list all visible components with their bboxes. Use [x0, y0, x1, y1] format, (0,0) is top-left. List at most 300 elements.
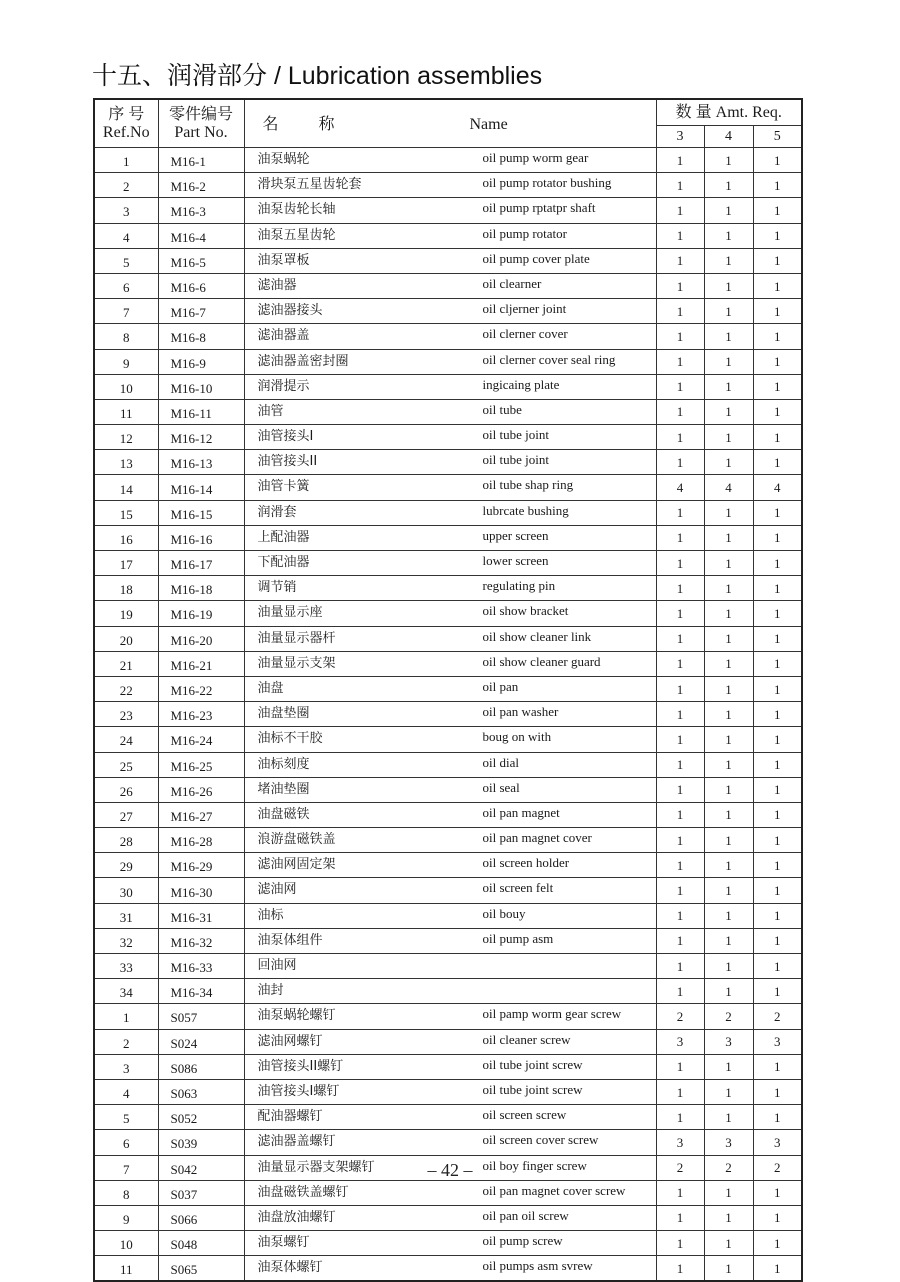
name-en: oil pan washer — [482, 704, 559, 720]
quantity-cell: 1 — [753, 853, 802, 878]
ref-no-cell: 4 — [94, 1079, 158, 1104]
table-row — [94, 626, 802, 651]
quantity-cell: 1 — [704, 626, 753, 651]
quantity-cell: 1 — [656, 777, 704, 802]
quantity-cell: 1 — [753, 601, 802, 626]
quantity-cell: 1 — [753, 828, 802, 853]
quantity-cell: 1 — [704, 198, 753, 223]
name-en: oil show cleaner guard — [482, 653, 601, 669]
quantity-cell: 1 — [656, 878, 704, 903]
name-en: oil screen holder — [482, 855, 570, 871]
part-no-cell: S048 — [158, 1231, 244, 1256]
quantity-cell: 1 — [656, 1079, 704, 1104]
quantity-cell: 1 — [753, 1231, 802, 1256]
quantity-cell: 1 — [656, 148, 704, 173]
quantity-cell: 1 — [656, 500, 704, 525]
quantity-cell: 2 — [656, 1004, 704, 1029]
quantity-cell: 1 — [753, 651, 802, 676]
quantity-cell: 1 — [656, 802, 704, 827]
ref-no-cell: 2 — [94, 1029, 158, 1054]
name-cell — [244, 853, 656, 878]
quantity-cell: 1 — [704, 450, 753, 475]
quantity-cell: 1 — [704, 399, 753, 424]
quantity-cell: 1 — [656, 954, 704, 979]
header-amt-col: 5 — [753, 126, 802, 148]
quantity-cell: 1 — [753, 979, 802, 1004]
quantity-cell: 4 — [656, 475, 704, 500]
name-en: oil dial — [482, 754, 519, 770]
name-cn: 滤油器接头 — [257, 303, 323, 319]
quantity-cell: 1 — [704, 299, 753, 324]
quantity-cell: 1 — [704, 551, 753, 576]
quantity-cell: 1 — [753, 777, 802, 802]
name-cn: 油标刻度 — [257, 756, 310, 772]
table-row — [94, 173, 802, 198]
name-cell — [244, 828, 656, 853]
quantity-cell: 1 — [704, 1079, 753, 1104]
name-cell — [244, 223, 656, 248]
part-no-cell: M16-31 — [158, 903, 244, 928]
name-cell — [244, 399, 656, 424]
name-cn: 油封 — [257, 983, 284, 999]
quantity-cell: 1 — [753, 198, 802, 223]
ref-no-cell: 13 — [94, 450, 158, 475]
name-cn: 滑块泵五星齿轮套 — [257, 177, 362, 193]
name-cell — [244, 1004, 656, 1029]
name-cn: 滤油网 — [257, 882, 297, 898]
name-en: oil clerner cover seal ring — [482, 351, 616, 367]
part-no-cell: M16-21 — [158, 651, 244, 676]
part-no-cell: M16-20 — [158, 626, 244, 651]
name-cell — [244, 450, 656, 475]
quantity-cell: 1 — [704, 374, 753, 399]
part-no-cell: M16-5 — [158, 248, 244, 273]
name-cell — [244, 752, 656, 777]
quantity-cell: 1 — [753, 173, 802, 198]
quantity-cell: 1 — [656, 248, 704, 273]
table-row — [94, 828, 802, 853]
quantity-cell: 2 — [753, 1155, 802, 1180]
quantity-cell: 1 — [704, 425, 753, 450]
name-en: oil pump rptatpr shaft — [482, 200, 596, 216]
quantity-cell: 1 — [753, 576, 802, 601]
table-row — [94, 198, 802, 223]
name-en: oil cleaner screw — [482, 1031, 571, 1047]
part-no-cell: S063 — [158, 1079, 244, 1104]
quantity-cell: 4 — [753, 475, 802, 500]
name-cn: 堵油垫圈 — [257, 781, 310, 797]
name-en: oil bouy — [482, 905, 526, 921]
table-row — [94, 475, 802, 500]
quantity-cell: 1 — [656, 752, 704, 777]
name-cell — [244, 1256, 656, 1282]
table-row — [94, 954, 802, 979]
quantity-cell: 1 — [656, 676, 704, 701]
name-cell — [244, 777, 656, 802]
ref-no-cell: 1 — [94, 148, 158, 173]
table-row — [94, 903, 802, 928]
quantity-cell: 1 — [704, 500, 753, 525]
name-cell — [244, 702, 656, 727]
quantity-cell: 3 — [704, 1029, 753, 1054]
quantity-cell: 1 — [704, 777, 753, 802]
quantity-cell: 1 — [704, 223, 753, 248]
part-no-cell: M16-30 — [158, 878, 244, 903]
name-cell — [244, 1079, 656, 1104]
quantity-cell: 1 — [753, 1180, 802, 1205]
part-no-cell: M16-16 — [158, 525, 244, 550]
table-row — [94, 1105, 802, 1130]
quantity-cell: 1 — [704, 727, 753, 752]
table-row — [94, 928, 802, 953]
name-cn: 润滑提示 — [257, 378, 310, 394]
table-row — [94, 1130, 802, 1155]
name-en: oil clerner cover — [482, 326, 568, 342]
name-cell — [244, 425, 656, 450]
name-cn: 油盘磁铁 — [257, 806, 310, 822]
table-row — [94, 349, 802, 374]
part-no-cell: M16-12 — [158, 425, 244, 450]
name-cell — [244, 148, 656, 173]
quantity-cell: 1 — [656, 1105, 704, 1130]
part-no-cell: S065 — [158, 1256, 244, 1282]
part-no-cell: M16-23 — [158, 702, 244, 727]
quantity-cell: 1 — [656, 551, 704, 576]
quantity-cell: 1 — [656, 576, 704, 601]
quantity-cell: 1 — [704, 273, 753, 298]
name-en: oil pan — [482, 678, 519, 694]
quantity-cell: 3 — [704, 1130, 753, 1155]
quantity-cell: 1 — [704, 676, 753, 701]
ref-no-cell: 15 — [94, 500, 158, 525]
part-no-cell: S042 — [158, 1155, 244, 1180]
name-en: oil pump screw — [482, 1233, 563, 1249]
name-cn: 油标不干胶 — [257, 731, 323, 747]
table-row — [94, 702, 802, 727]
name-cell — [244, 525, 656, 550]
table-row — [94, 299, 802, 324]
part-no-cell: M16-28 — [158, 828, 244, 853]
quantity-cell: 1 — [656, 903, 704, 928]
ref-no-cell: 9 — [94, 349, 158, 374]
part-no-cell: M16-11 — [158, 399, 244, 424]
name-cell — [244, 1231, 656, 1256]
name-cell — [244, 198, 656, 223]
name-cn: 浪游盘磁铁盖 — [257, 832, 336, 848]
quantity-cell: 1 — [704, 752, 753, 777]
ref-no-cell: 34 — [94, 979, 158, 1004]
name-cell — [244, 1180, 656, 1205]
ref-no-cell: 32 — [94, 928, 158, 953]
name-cn: 滤油器 — [257, 277, 297, 293]
name-cn: 油管接头II — [257, 454, 318, 470]
name-en: ingicaing plate — [482, 376, 560, 392]
ref-no-cell: 11 — [94, 1256, 158, 1282]
header-ref-en: Ref.No — [102, 123, 150, 141]
name-en: oil show bracket — [482, 603, 569, 619]
table-row — [94, 525, 802, 550]
quantity-cell: 1 — [753, 374, 802, 399]
ref-no-cell: 5 — [94, 248, 158, 273]
name-en: oil tube shap ring — [482, 477, 574, 493]
name-en: oil pump cover plate — [482, 250, 590, 266]
header-ref-no — [94, 99, 158, 148]
name-cell — [244, 1105, 656, 1130]
quantity-cell: 1 — [753, 1256, 802, 1282]
table-body — [94, 148, 802, 1282]
header-name-cn-2: 称 — [318, 116, 335, 133]
quantity-cell: 1 — [753, 299, 802, 324]
name-cn: 油标 — [257, 907, 284, 923]
table-row — [94, 551, 802, 576]
table-row — [94, 1256, 802, 1282]
table-row — [94, 979, 802, 1004]
quantity-cell: 2 — [753, 1004, 802, 1029]
quantity-cell: 1 — [704, 1180, 753, 1205]
quantity-cell: 1 — [753, 1079, 802, 1104]
parts-table — [93, 98, 803, 1282]
ref-no-cell: 33 — [94, 954, 158, 979]
quantity-cell: 1 — [704, 601, 753, 626]
quantity-cell: 1 — [656, 324, 704, 349]
quantity-cell: 1 — [753, 551, 802, 576]
quantity-cell: 1 — [656, 601, 704, 626]
part-no-cell: M16-18 — [158, 576, 244, 601]
name-cn: 油管接头I螺钉 — [257, 1083, 340, 1099]
name-en: oil cljerner joint — [482, 301, 567, 317]
ref-no-cell: 7 — [94, 1155, 158, 1180]
ref-no-cell: 27 — [94, 802, 158, 827]
ref-no-cell: 25 — [94, 752, 158, 777]
quantity-cell: 1 — [704, 1231, 753, 1256]
quantity-cell: 1 — [656, 1054, 704, 1079]
part-no-cell: S052 — [158, 1105, 244, 1130]
table-row — [94, 878, 802, 903]
table-row — [94, 777, 802, 802]
header-name-en: Name — [469, 116, 508, 133]
name-cn: 滤油器盖 — [257, 328, 310, 344]
name-en: oil pan oil screw — [482, 1207, 569, 1223]
table-row — [94, 399, 802, 424]
quantity-cell: 1 — [753, 903, 802, 928]
table-row — [94, 1231, 802, 1256]
quantity-cell: 1 — [656, 525, 704, 550]
name-en: oil pan magnet — [482, 804, 560, 820]
name-cell — [244, 601, 656, 626]
part-no-cell: M16-26 — [158, 777, 244, 802]
name-cn: 油盘 — [257, 680, 284, 696]
quantity-cell: 1 — [704, 173, 753, 198]
name-en: oil screen felt — [482, 880, 554, 896]
name-cell — [244, 273, 656, 298]
quantity-cell: 1 — [656, 173, 704, 198]
quantity-cell: 2 — [704, 1004, 753, 1029]
ref-no-cell: 14 — [94, 475, 158, 500]
part-no-cell: S057 — [158, 1004, 244, 1029]
name-en: oil tube joint screw — [482, 1056, 583, 1072]
part-no-cell: S066 — [158, 1205, 244, 1230]
name-cn: 油管卡簧 — [257, 479, 310, 495]
quantity-cell: 1 — [704, 903, 753, 928]
name-cell — [244, 903, 656, 928]
quantity-cell: 1 — [753, 273, 802, 298]
ref-no-cell: 28 — [94, 828, 158, 853]
quantity-cell: 1 — [656, 450, 704, 475]
header-part-cn: 零件编号 — [168, 105, 233, 123]
part-no-cell: M16-8 — [158, 324, 244, 349]
ref-no-cell: 8 — [94, 1180, 158, 1205]
quantity-cell: 1 — [753, 1054, 802, 1079]
quantity-cell: 4 — [704, 475, 753, 500]
quantity-cell: 1 — [753, 324, 802, 349]
name-cn: 油量显示支架 — [257, 655, 336, 671]
name-cell — [244, 475, 656, 500]
name-cn: 回油网 — [257, 958, 297, 973]
ref-no-cell: 10 — [94, 1231, 158, 1256]
quantity-cell: 1 — [704, 802, 753, 827]
name-cell — [244, 248, 656, 273]
quantity-cell: 3 — [753, 1029, 802, 1054]
quantity-cell: 2 — [656, 1155, 704, 1180]
table-row — [94, 273, 802, 298]
ref-no-cell: 23 — [94, 702, 158, 727]
ref-no-cell: 21 — [94, 651, 158, 676]
ref-no-cell: 30 — [94, 878, 158, 903]
ref-no-cell: 3 — [94, 1054, 158, 1079]
quantity-cell: 1 — [704, 576, 753, 601]
name-cn: 油管接头I — [257, 429, 314, 445]
name-cell — [244, 349, 656, 374]
name-cn: 配油器螺钉 — [257, 1109, 323, 1125]
ref-no-cell: 9 — [94, 1205, 158, 1230]
ref-no-cell: 2 — [94, 173, 158, 198]
part-no-cell: M16-33 — [158, 954, 244, 979]
name-cn: 油泵螺钉 — [257, 1235, 310, 1251]
name-en: oil tube — [482, 401, 522, 417]
table-row — [94, 374, 802, 399]
quantity-cell: 1 — [704, 1054, 753, 1079]
name-cn: 滤油器盖密封圈 — [257, 353, 349, 369]
quantity-cell: 1 — [753, 500, 802, 525]
name-en: regulating pin — [482, 578, 556, 594]
quantity-cell: 3 — [656, 1130, 704, 1155]
name-cell — [244, 1054, 656, 1079]
ref-no-cell: 29 — [94, 853, 158, 878]
part-no-cell: M16-2 — [158, 173, 244, 198]
quantity-cell: 1 — [704, 954, 753, 979]
ref-no-cell: 1 — [94, 1004, 158, 1029]
name-cn: 油泵五星齿轮 — [257, 227, 336, 243]
ref-no-cell: 6 — [94, 1130, 158, 1155]
name-cell — [244, 324, 656, 349]
table-row — [94, 1004, 802, 1029]
name-cell — [244, 1130, 656, 1155]
ref-no-cell: 8 — [94, 324, 158, 349]
ref-no-cell: 6 — [94, 273, 158, 298]
name-en: oil show cleaner link — [482, 628, 592, 644]
header-name-cn-1: 名 — [262, 116, 279, 133]
name-cell — [244, 727, 656, 752]
table-row — [94, 651, 802, 676]
part-no-cell: M16-4 — [158, 223, 244, 248]
part-no-cell: M16-6 — [158, 273, 244, 298]
part-no-cell: M16-25 — [158, 752, 244, 777]
quantity-cell: 1 — [656, 374, 704, 399]
name-en: oil tube joint — [482, 452, 549, 468]
name-cell — [244, 374, 656, 399]
quantity-cell: 1 — [704, 928, 753, 953]
name-cn: 滤油网螺钉 — [257, 1033, 323, 1049]
part-no-cell: S024 — [158, 1029, 244, 1054]
table-row — [94, 1079, 802, 1104]
name-cn: 油量显示器杆 — [257, 630, 336, 646]
ref-no-cell: 3 — [94, 198, 158, 223]
quantity-cell: 1 — [704, 853, 753, 878]
header-part-en: Part No. — [174, 123, 228, 141]
quantity-cell: 1 — [753, 878, 802, 903]
quantity-cell: 1 — [704, 828, 753, 853]
name-cn: 润滑套 — [257, 504, 297, 520]
part-no-cell: M16-19 — [158, 601, 244, 626]
ref-no-cell: 31 — [94, 903, 158, 928]
quantity-cell: 1 — [656, 198, 704, 223]
ref-no-cell: 10 — [94, 374, 158, 399]
quantity-cell: 1 — [753, 676, 802, 701]
quantity-cell: 1 — [704, 525, 753, 550]
table-row — [94, 324, 802, 349]
quantity-cell: 1 — [704, 324, 753, 349]
name-cell — [244, 500, 656, 525]
ref-no-cell: 24 — [94, 727, 158, 752]
name-en: lubrcate bushing — [482, 502, 569, 518]
name-cell — [244, 299, 656, 324]
name-cell — [244, 928, 656, 953]
quantity-cell: 1 — [753, 425, 802, 450]
quantity-cell: 1 — [656, 1180, 704, 1205]
quantity-cell: 3 — [753, 1130, 802, 1155]
part-no-cell: M16-24 — [158, 727, 244, 752]
quantity-cell: 1 — [704, 1205, 753, 1230]
name-en: oil pan magnet cover screw — [482, 1182, 626, 1198]
part-no-cell: M16-9 — [158, 349, 244, 374]
quantity-cell: 1 — [704, 702, 753, 727]
quantity-cell: 1 — [753, 727, 802, 752]
quantity-cell: 1 — [704, 248, 753, 273]
table-row — [94, 223, 802, 248]
table-row — [94, 601, 802, 626]
table-row — [94, 853, 802, 878]
ref-no-cell: 22 — [94, 676, 158, 701]
part-no-cell: M16-1 — [158, 148, 244, 173]
quantity-cell: 1 — [656, 1205, 704, 1230]
quantity-cell: 1 — [704, 1256, 753, 1282]
quantity-cell: 1 — [753, 399, 802, 424]
name-en: oil pump worm gear — [482, 150, 589, 165]
quantity-cell: 1 — [753, 702, 802, 727]
name-cn: 油量显示器支架螺钉 — [257, 1159, 375, 1175]
name-cn: 滤油网固定架 — [257, 857, 336, 873]
quantity-cell: 1 — [656, 349, 704, 374]
part-no-cell: M16-15 — [158, 500, 244, 525]
header-ref-cn: 序 号 — [108, 105, 145, 123]
name-cn: 油盘磁铁盖螺钉 — [257, 1184, 349, 1200]
quantity-cell: 1 — [656, 928, 704, 953]
table-row — [94, 1205, 802, 1230]
name-cell — [244, 576, 656, 601]
name-en: oil screen cover screw — [482, 1132, 599, 1148]
ref-no-cell: 4 — [94, 223, 158, 248]
ref-no-cell: 18 — [94, 576, 158, 601]
